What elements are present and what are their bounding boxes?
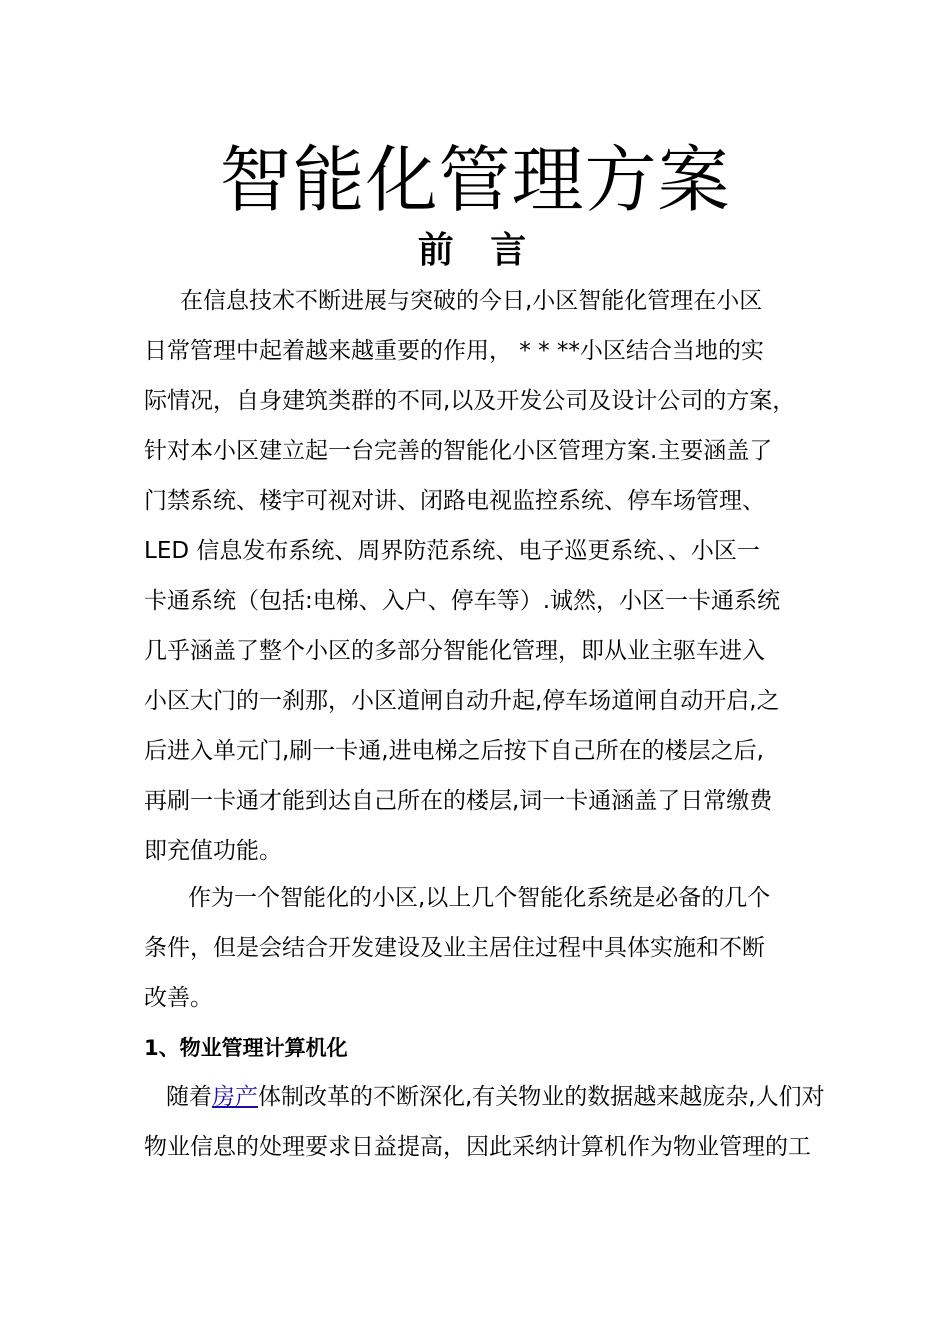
document-title: 智能化管理方案: [219, 138, 731, 222]
paragraph-line: 条件，但是会结合开发建设及业主居住过程中具体实施和不断: [144, 935, 765, 961]
paragraph-line: 小区大门的一刹那，小区道闸自动升起,停车场道闸自动开启,之: [144, 688, 780, 714]
line-text-suffix: 体制改革的不断深化,有关物业的数据越来越庞杂,人们对: [258, 1084, 825, 1110]
paragraph-line: 作为一个智能化的小区,以上几个智能化系统是必备的几个: [188, 885, 771, 911]
paragraph-line: 卡通系统（包括:电梯、入户、停车等）.诚然，小区一卡通系统: [144, 588, 781, 614]
line-text-prefix: 随着: [166, 1084, 212, 1110]
paragraph-line: 在信息技术不断进展与突破的今日,小区智能化管理在小区: [180, 288, 763, 314]
paragraph-line: 再刷一卡通才能到达自己所在的楼层,词一卡通涵盖了日常缴费: [144, 788, 773, 814]
realty-link[interactable]: 房产: [212, 1084, 258, 1110]
paragraph-line: 几乎涵盖了整个小区的多部分智能化管理，即从业主驱车进入: [144, 638, 765, 664]
section-heading: 1、物业管理计算机化: [144, 1036, 348, 1060]
preface-paragraph-1: [144, 276, 816, 876]
paragraph-line: 日常管理中起着越来越重要的作用， * * **小区结合当地的实: [144, 338, 764, 364]
paragraph-line: LED 信息发布系统、周界防范系统、电子巡更系统、、小区一: [144, 538, 760, 564]
paragraph-line: 即充值功能。: [144, 838, 282, 864]
section-1-paragraph: [144, 1072, 825, 1172]
paragraph-line: [144, 1072, 825, 1122]
paragraph-line: 际情况，自身建筑类群的不同,以及开发公司及设计公司的方案，: [144, 388, 796, 414]
preface-paragraph-2: [144, 873, 816, 1023]
paragraph-line: 针对本小区建立起一台完善的智能化小区管理方案.主要涵盖了: [144, 438, 773, 464]
paragraph-line: 物业信息的处理要求日益提高，因此采纳计算机作为物业管理的工: [144, 1134, 811, 1160]
paragraph-line: 门禁系统、楼宇可视对讲、闭路电视监控系统、停车场管理、: [144, 488, 765, 514]
paragraph-line: 后进入单元门,刷一卡通,进电梯之后按下自己所在的楼层之后,: [144, 738, 764, 764]
paragraph-line: 改善。: [144, 985, 213, 1011]
preface-heading: 前 言: [417, 230, 539, 271]
